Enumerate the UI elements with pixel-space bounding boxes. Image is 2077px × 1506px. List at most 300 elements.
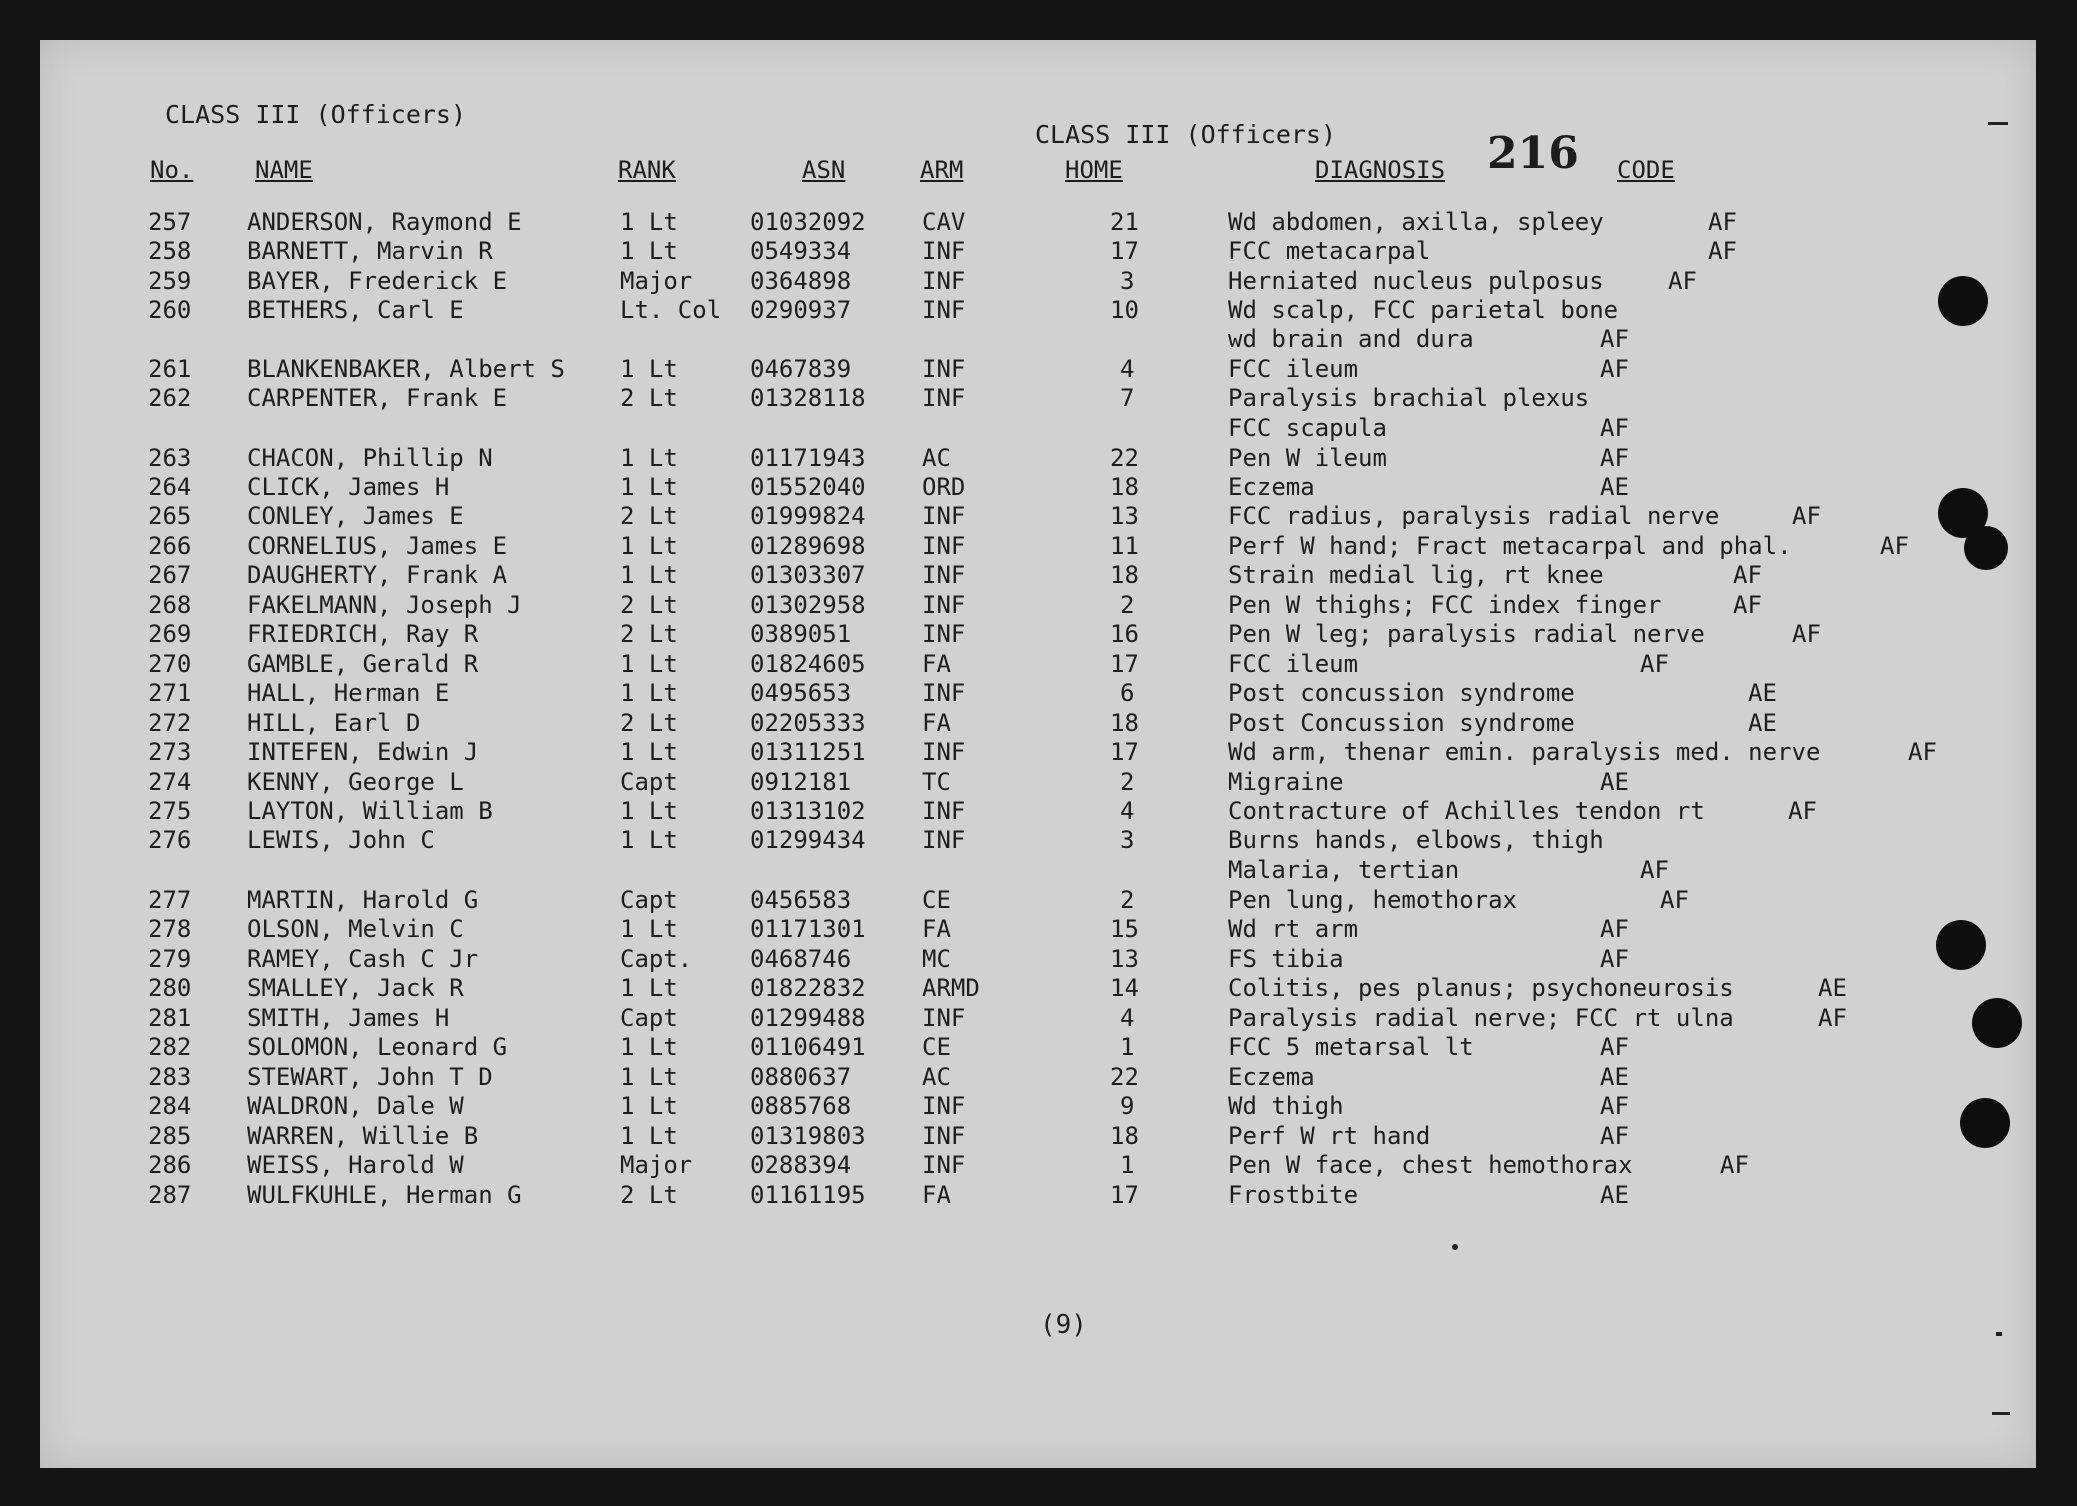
cell-name: WEISS, Harold W [247,1151,464,1179]
cell-no: 284 [148,1092,192,1120]
cell-home: 22 [1110,444,1139,472]
cell-home: 4 [1120,355,1135,383]
table-row [40,325,2036,355]
cell-diagnosis: wd brain and dura [1228,325,1474,353]
document-page [40,40,2036,1468]
cell-home: 15 [1110,915,1139,943]
table-row [40,1033,2036,1063]
column-header-arm: ARM [920,156,964,184]
cell-arm: CE [922,1033,951,1061]
cell-diagnosis: Eczema [1228,473,1315,501]
cell-code: AF [1600,945,1629,973]
cell-code: AF [1908,738,1937,766]
cell-diagnosis: Burns hands, elbows, thigh [1228,826,1604,854]
cell-rank: 1 Lt [620,1063,678,1091]
cell-arm: INF [922,679,966,707]
cell-code: AF [1733,561,1762,589]
cell-asn: 01303307 [750,561,866,589]
cell-diagnosis: FS tibia [1228,945,1344,973]
cell-no: 287 [148,1181,192,1209]
cell-no: 274 [148,768,192,796]
cell-diagnosis: Migraine [1228,768,1344,796]
cell-name: DAUGHERTY, Frank A [247,561,508,589]
table-row [40,1151,2036,1181]
cell-asn: 0290937 [750,296,852,324]
cell-no: 280 [148,974,192,1002]
cell-diagnosis: Paralysis radial nerve; FCC rt ulna [1228,1004,1734,1032]
cell-home: 18 [1110,561,1139,589]
cell-arm: FA [922,915,951,943]
cell-home: 11 [1110,532,1139,560]
cell-diagnosis: Eczema [1228,1063,1315,1091]
table-row [40,473,2036,503]
cell-arm: INF [922,561,966,589]
cell-no: 262 [148,384,192,412]
cell-name: MARTIN, Harold G [247,886,479,914]
cell-arm: FA [922,1181,951,1209]
cell-rank: 1 Lt [620,1092,678,1120]
cell-arm: INF [922,620,966,648]
edge-mark [1988,122,2008,125]
column-header-name: NAME [255,156,313,184]
cell-diagnosis: FCC radius, paralysis radial nerve [1228,502,1720,530]
cell-code: AE [1600,1181,1629,1209]
cell-arm: INF [922,355,966,383]
cell-home: 1 [1120,1033,1135,1061]
cell-name: KENNY, George L [247,768,464,796]
cell-rank: Capt [620,768,678,796]
cell-diagnosis: Pen W face, chest hemothorax [1228,1151,1633,1179]
cell-home: 17 [1110,1181,1139,1209]
cell-code: AF [1660,886,1689,914]
cell-name: INTEFEN, Edwin J [247,738,479,766]
table-row [40,679,2036,709]
cell-name: CORNELIUS, James E [247,532,508,560]
cell-home: 17 [1110,650,1139,678]
cell-asn: 01289698 [750,532,866,560]
cell-diagnosis: Post concussion syndrome [1228,679,1575,707]
cell-arm: INF [922,1151,966,1179]
table-row [40,1092,2036,1122]
column-header-diagnosis: DIAGNOSIS [1315,156,1446,184]
cell-home: 13 [1110,502,1139,530]
cell-asn: 0288394 [750,1151,852,1179]
cell-rank: 1 Lt [620,738,678,766]
cell-arm: INF [922,1122,966,1150]
cell-rank: 1 Lt [620,1033,678,1061]
table-row [40,208,2036,238]
cell-arm: TC [922,768,951,796]
table-row [40,414,2036,444]
cell-home: 10 [1110,296,1139,324]
table-row [40,768,2036,798]
table-row [40,738,2036,768]
cell-home: 4 [1120,797,1135,825]
cell-name: BARNETT, Marvin R [247,237,493,265]
cell-code: AE [1748,709,1777,737]
cell-home: 1 [1120,1151,1135,1179]
cell-asn: 01302958 [750,591,866,619]
cell-rank: 1 Lt [620,561,678,589]
cell-no: 279 [148,945,192,973]
cell-no: 281 [148,1004,192,1032]
cell-no: 261 [148,355,192,383]
cell-asn: 0467839 [750,355,852,383]
cell-diagnosis: Herniated nucleus pulposus [1228,267,1604,295]
cell-asn: 01552040 [750,473,866,501]
cell-no: 268 [148,591,192,619]
cell-rank: 1 Lt [620,797,678,825]
table-row [40,945,2036,975]
cell-arm: FA [922,650,951,678]
cell-diagnosis: Wd arm, thenar emin. paralysis med. nerve [1228,738,1821,766]
cell-no: 263 [148,444,192,472]
cell-code: AF [1818,1004,1847,1032]
cell-home: 18 [1110,1122,1139,1150]
cell-code: AF [1792,502,1821,530]
punch-hole [1938,276,1988,326]
cell-asn: 01032092 [750,208,866,236]
cell-no: 265 [148,502,192,530]
cell-home: 13 [1110,945,1139,973]
cell-no: 275 [148,797,192,825]
cell-code: AF [1708,237,1737,265]
cell-rank: 2 Lt [620,384,678,412]
edge-mark [1996,1332,2002,1336]
cell-asn: 01106491 [750,1033,866,1061]
cell-name: SOLOMON, Leonard G [247,1033,508,1061]
cell-rank: 1 Lt [620,650,678,678]
cell-code: AE [1600,1063,1629,1091]
cell-diagnosis: Perf W rt hand [1228,1122,1431,1150]
cell-diagnosis: Post Concussion syndrome [1228,709,1575,737]
cell-rank: Lt. Col [620,296,722,324]
cell-diagnosis: Frostbite [1228,1181,1359,1209]
cell-asn: 0364898 [750,267,852,295]
cell-arm: FA [922,709,951,737]
cell-home: 22 [1110,1063,1139,1091]
cell-code: AF [1640,650,1669,678]
cell-rank: 1 Lt [620,974,678,1002]
cell-diagnosis: FCC metacarpal [1228,237,1431,265]
cell-name: BAYER, Frederick E [247,267,508,295]
cell-diagnosis: Pen W thighs; FCC index finger [1228,591,1662,619]
cell-no: 264 [148,473,192,501]
column-header-no: No. [150,156,194,184]
cell-diagnosis: Paralysis brachial plexus [1228,384,1590,412]
cell-home: 3 [1120,267,1135,295]
cell-asn: 0885768 [750,1092,852,1120]
cell-diagnosis: Pen lung, hemothorax [1228,886,1517,914]
class-title-left: CLASS III (Officers) [165,100,467,129]
cell-diagnosis: Wd rt arm [1228,915,1359,943]
cell-no: 282 [148,1033,192,1061]
cell-no: 285 [148,1122,192,1150]
cell-name: GAMBLE, Gerald R [247,650,479,678]
cell-name: OLSON, Melvin C [247,915,464,943]
cell-name: SMALLEY, Jack R [247,974,464,1002]
cell-home: 6 [1120,679,1135,707]
table-row [40,650,2036,680]
cell-arm: AC [922,444,951,472]
cell-name: BETHERS, Carl E [247,296,464,324]
cell-home: 2 [1120,768,1135,796]
table-row [40,886,2036,916]
cell-rank: Major [620,1151,693,1179]
cell-asn: 01313102 [750,797,866,825]
cell-no: 259 [148,267,192,295]
cell-asn: 0389051 [750,620,852,648]
cell-home: 17 [1110,738,1139,766]
cell-no: 270 [148,650,192,678]
cell-arm: ORD [922,473,966,501]
cell-rank: 1 Lt [620,444,678,472]
class-title-right: CLASS III (Officers) [1035,120,1337,149]
cell-code: AF [1600,1122,1629,1150]
cell-no: 266 [148,532,192,560]
cell-diagnosis: Contracture of Achilles tendon rt [1228,797,1705,825]
cell-rank: 1 Lt [620,826,678,854]
cell-diagnosis: FCC ileum [1228,650,1359,678]
cell-arm: INF [922,532,966,560]
cell-diagnosis: Pen W ileum [1228,444,1387,472]
cell-home: 3 [1120,826,1135,854]
cell-name: LAYTON, William B [247,797,493,825]
cell-arm: INF [922,267,966,295]
cell-code: AF [1708,208,1737,236]
cell-home: 2 [1120,886,1135,914]
cell-code: AE [1818,974,1847,1002]
cell-diagnosis: FCC ileum [1228,355,1359,383]
cell-arm: CE [922,886,951,914]
table-row [40,709,2036,739]
cell-diagnosis: FCC 5 metarsal lt [1228,1033,1474,1061]
cell-asn: 01171943 [750,444,866,472]
cell-home: 2 [1120,591,1135,619]
cell-name: CONLEY, James E [247,502,464,530]
cell-rank: 2 Lt [620,591,678,619]
cell-arm: INF [922,1004,966,1032]
cell-no: 283 [148,1063,192,1091]
cell-code: AF [1792,620,1821,648]
cell-code: AE [1600,473,1629,501]
cell-diagnosis: Wd abdomen, axilla, spleey [1228,208,1604,236]
cell-rank: Capt. [620,945,693,973]
cell-asn: 01319803 [750,1122,866,1150]
cell-no: 276 [148,826,192,854]
cell-code: AF [1880,532,1909,560]
ink-dot [1452,1244,1458,1250]
cell-name: RAMEY, Cash C Jr [247,945,479,973]
cell-asn: 01328118 [750,384,866,412]
cell-name: CARPENTER, Frank E [247,384,508,412]
table-row [40,591,2036,621]
cell-asn: 0880637 [750,1063,852,1091]
cell-name: CHACON, Phillip N [247,444,493,472]
cell-name: WULFKUHLE, Herman G [247,1181,522,1209]
cell-diagnosis: Malaria, tertian [1228,856,1460,884]
cell-asn: 01299434 [750,826,866,854]
cell-code: AF [1600,325,1629,353]
table-row [40,1063,2036,1093]
table-row [40,444,2036,474]
column-header-rank: RANK [618,156,676,184]
cell-arm: INF [922,384,966,412]
cell-rank: 1 Lt [620,532,678,560]
cell-rank: 1 Lt [620,915,678,943]
cell-arm: INF [922,797,966,825]
cell-name: LEWIS, John C [247,826,435,854]
cell-rank: 2 Lt [620,1181,678,1209]
cell-asn: 0912181 [750,768,852,796]
cell-rank: 1 Lt [620,208,678,236]
cell-home: 9 [1120,1092,1135,1120]
table-row [40,915,2036,945]
column-header-code: CODE [1617,156,1675,184]
table-row [40,1181,2036,1211]
table-row [40,237,2036,267]
cell-asn: 01311251 [750,738,866,766]
table-row [40,296,2036,326]
cell-arm: AC [922,1063,951,1091]
punch-hole [1960,1098,2010,1148]
cell-rank: 1 Lt [620,355,678,383]
cell-rank: 2 Lt [620,502,678,530]
column-header-asn: ASN [802,156,846,184]
cell-asn: 01299488 [750,1004,866,1032]
roster-table [40,40,2036,1468]
cell-code: AF [1600,355,1629,383]
table-row [40,620,2036,650]
cell-diagnosis: Wd scalp, FCC parietal bone [1228,296,1619,324]
cell-rank: 1 Lt [620,237,678,265]
cell-no: 269 [148,620,192,648]
cell-code: AF [1733,591,1762,619]
table-row [40,502,2036,532]
cell-no: 277 [148,886,192,914]
cell-no: 286 [148,1151,192,1179]
table-row [40,384,2036,414]
cell-arm: INF [922,237,966,265]
cell-rank: Major [620,267,693,295]
table-row [40,355,2036,385]
cell-home: 18 [1110,473,1139,501]
cell-asn: 0456583 [750,886,852,914]
cell-asn: 01999824 [750,502,866,530]
cell-diagnosis: FCC scapula [1228,414,1387,442]
table-row [40,1004,2036,1034]
cell-name: ANDERSON, Raymond E [247,208,522,236]
cell-asn: 01171301 [750,915,866,943]
cell-name: HALL, Herman E [247,679,450,707]
table-row [40,856,2036,886]
page-number-stamp: 216 [1487,128,1579,179]
table-row [40,267,2036,297]
cell-arm: INF [922,738,966,766]
cell-rank: 1 Lt [620,1122,678,1150]
cell-rank: 2 Lt [620,620,678,648]
column-header-home: HOME [1065,156,1123,184]
cell-asn: 02205333 [750,709,866,737]
cell-rank: 2 Lt [620,709,678,737]
punch-hole [1964,526,2008,570]
cell-asn: 01161195 [750,1181,866,1209]
cell-arm: INF [922,296,966,324]
cell-code: AF [1640,856,1669,884]
table-row [40,974,2036,1004]
cell-code: AF [1720,1151,1749,1179]
cell-code: AF [1600,444,1629,472]
cell-no: 271 [148,679,192,707]
cell-no: 272 [148,709,192,737]
cell-name: FAKELMANN, Joseph J [247,591,522,619]
cell-arm: INF [922,502,966,530]
edge-mark [1992,1412,2010,1415]
cell-arm: ARMD [922,974,980,1002]
cell-no: 278 [148,915,192,943]
table-row [40,532,2036,562]
cell-asn: 0549334 [750,237,852,265]
cell-no: 273 [148,738,192,766]
cell-no: 257 [148,208,192,236]
cell-diagnosis: Perf W hand; Fract metacarpal and phal. [1228,532,1792,560]
cell-arm: MC [922,945,951,973]
cell-name: FRIEDRICH, Ray R [247,620,479,648]
cell-diagnosis: Wd thigh [1228,1092,1344,1120]
table-row [40,797,2036,827]
cell-no: 260 [148,296,192,324]
cell-diagnosis: Pen W leg; paralysis radial nerve [1228,620,1705,648]
cell-name: BLANKENBAKER, Albert S [247,355,565,383]
cell-code: AF [1788,797,1817,825]
cell-asn: 0495653 [750,679,852,707]
cell-arm: INF [922,591,966,619]
cell-code: AE [1600,768,1629,796]
cell-home: 17 [1110,237,1139,265]
cell-home: 18 [1110,709,1139,737]
cell-home: 14 [1110,974,1139,1002]
cell-name: SMITH, James H [247,1004,450,1032]
cell-name: HILL, Earl D [247,709,421,737]
table-row [40,826,2036,856]
cell-home: 4 [1120,1004,1135,1032]
cell-code: AE [1748,679,1777,707]
cell-no: 258 [148,237,192,265]
cell-asn: 01822832 [750,974,866,1002]
punch-hole [1972,998,2022,1048]
cell-home: 7 [1120,384,1135,412]
cell-no: 267 [148,561,192,589]
footer-page-label: (9) [1040,1310,1087,1340]
cell-home: 21 [1110,208,1139,236]
cell-asn: 0468746 [750,945,852,973]
cell-rank: 1 Lt [620,473,678,501]
cell-code: AF [1600,1033,1629,1061]
cell-name: WALDRON, Dale W [247,1092,464,1120]
cell-rank: 1 Lt [620,679,678,707]
cell-name: CLICK, James H [247,473,450,501]
cell-code: AF [1600,915,1629,943]
cell-diagnosis: Colitis, pes planus; psychoneurosis [1228,974,1734,1002]
table-row [40,1122,2036,1152]
punch-hole [1936,920,1986,970]
cell-asn: 01824605 [750,650,866,678]
cell-diagnosis: Strain medial lig, rt knee [1228,561,1604,589]
cell-rank: Capt [620,1004,678,1032]
cell-home: 16 [1110,620,1139,648]
cell-code: AF [1600,1092,1629,1120]
cell-rank: Capt [620,886,678,914]
